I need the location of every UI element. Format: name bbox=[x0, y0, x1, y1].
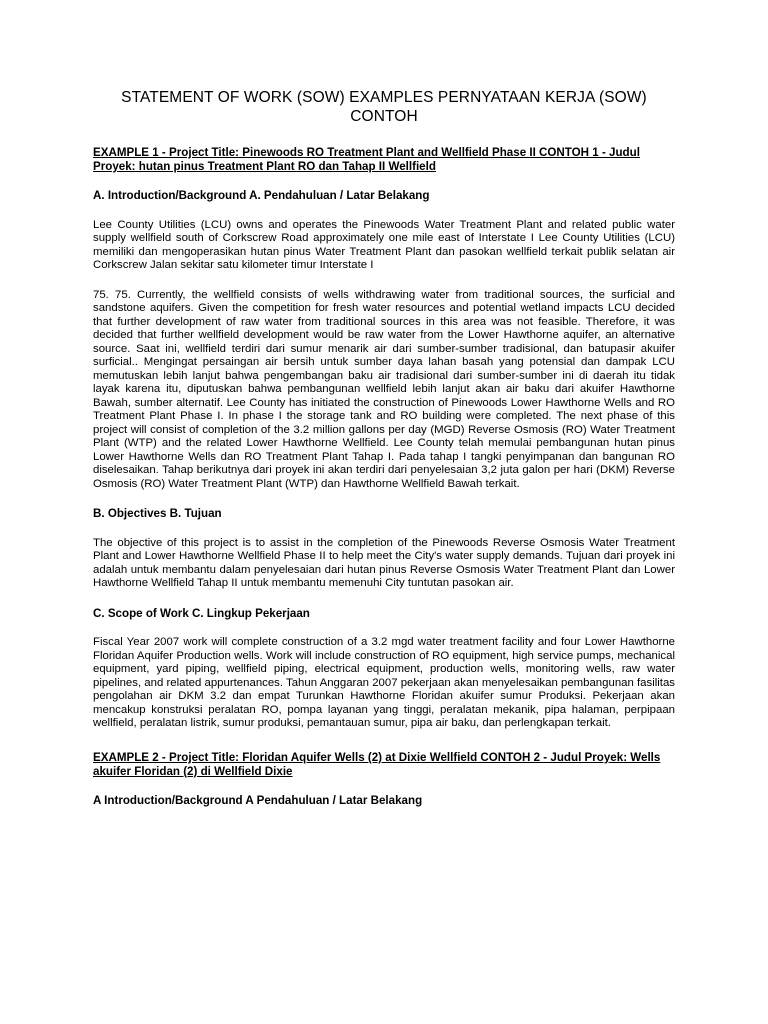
example-1-heading: EXAMPLE 1 - Project Title: Pinewoods RO Treatment Plant and Wellfield Phase II CONTOH 1 - Judul Proyek: hutan pinus Treatment Plant RO dan Tahap II Wellfield bbox=[93, 146, 640, 173]
section-heading-introduction: A. Introduction/Background A. Pendahuluan / Latar Belakang bbox=[93, 189, 430, 203]
objectives-paragraph: The objective of this project is to assist in the completion of the Pinewoods Reverse Osmosis Water Treatment Plant and Lower Hawthorne Wellfield Phase II to help meet the City's water supply demands. Tujuan dari proyek ini adalah untuk membantu dalam penyelesaian dari hutan pinus Reverse Osmosis Water Treatment Plant dan Lower Hawthorne Wellfield Tahap II untuk membantu memenuhi City tuntutan pasokan air. bbox=[93, 536, 675, 590]
section-heading-scope-of-work: C. Scope of Work C. Lingkup Pekerjaan bbox=[93, 606, 310, 620]
section-heading-objectives: B. Objectives B. Tujuan bbox=[93, 507, 222, 521]
scope-of-work-paragraph: Fiscal Year 2007 work will complete construction of a 3.2 mgd water treatment facility and four Lower Hawthorne Floridan Aquifer Production wells. Work will include construction of RO equipment, high service pumps, mechanical equipment, yard piping, wellfield piping, electrical equipment, production wells, monitoring wells, raw water pipelines, and related appurtenances. Tahun Anggaran 2007 pekerjaan akan menyelesaikan pembangunan fasilitas pengolahan air DKM 3.2 dan empat Turunkan Hawthorne Floridan akuifer sumur Produksi. Pekerjaan akan mencakup konstruksi peralatan RO, pompa layanan yang tinggi, peralatan mekanik, pipa halaman, perpipaan wellfield, peralatan listrik, sumur produksi, pemantauan sumur, pipa air baku, dan perlengkapan terkait. bbox=[93, 636, 675, 730]
introduction-paragraph-2: 75. 75. Currently, the wellfield consists of wells withdrawing water from traditional sources, the surficial and sandstone aquifers. Given the competition for fresh water resources and potential wetland impacts LCU decided that further development of raw water from traditional sources in this area was not feasible. Therefore, it was decided that further wellfield development would be raw water from the Lower Hawthorne aquifer, an alternative source. Saat ini, wellfield terdiri dari sumur menarik air dari sumber-sumber tradisional, dan batupasir akuifer surficial.. Mengingat persaingan air bersih untuk sumber daya lahan basah yang potensial dan dampak LCU memutuskan lebih lanjut bahwa pengembangan baku air tradisional dari sumber-sumber ini di daerah itu tidak layak karena itu, diputuskan bahwa pembangunan wellfield lebih lanjut akan air baku dari akuifer Hawthorne Bawah, sumber alternatif. Lee County has initiated the construction of Pinewoods Lower Hawthorne Wells and RO Treatment Plant Phase I. In phase I the storage tank and RO building were completed. The next phase of this project will consist of completion of the 3.2 million gallons per day (MGD) Reverse Osmosis (RO) Water Treatment Plant (WTP) and the related Lower Hawthorne Wellfield. Lee County telah memulai pembangunan hutan pinus Lower Hawthorne Wells dan RO Treatment Plant Tahap I. Pada tahap I tangki penyimpanan dan bangunan RO diselesaikan. Tahap berikutnya dari proyek ini akan terdiri dari penyelesaian 3,2 juta galon per hari (DKM) Reverse Osmosis (RO) Water Treatment Plant (WTP) dan Hawthorne Wellfield Bawah terkait. bbox=[93, 288, 675, 490]
example-2-heading: EXAMPLE 2 - Project Title: Floridan Aquifer Wells (2) at Dixie Wellfield CONTOH 2 - Judul Proyek: Wells akuifer Floridan (2) di Wellfield Dixie bbox=[93, 750, 661, 778]
document-title: STATEMENT OF WORK (SOW) EXAMPLES PERNYATAAN KERJA (SOW) CONTOH bbox=[121, 89, 647, 125]
introduction-paragraph-1: Lee County Utilities (LCU) owns and operates the Pinewoods Water Treatment Plant and related public water supply wellfield south of Corkscrew Road approximately one mile east of Interstate I Lee County Utilities (LCU) memiliki dan mengoperasikan hutan pinus Water Treatment Plant dan pasokan wellfield terkait publik selatan air Corkscrew Jalan sekitar satu kilometer timur Interstate I bbox=[93, 218, 675, 272]
example-2-introduction-heading: A Introduction/Background A Pendahuluan / Latar Belakang bbox=[93, 794, 423, 808]
